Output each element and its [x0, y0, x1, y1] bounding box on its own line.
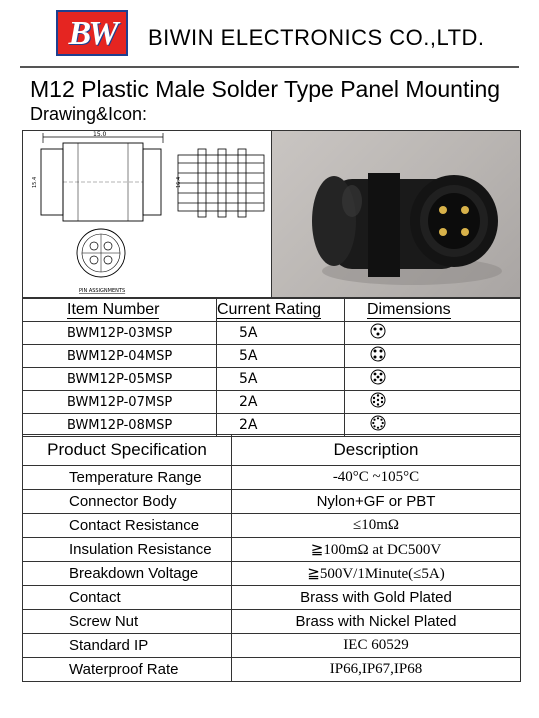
col-description: Description	[232, 435, 521, 466]
spec-desc: Brass with Gold Plated	[232, 586, 521, 610]
table-row	[23, 466, 521, 490]
item-number: BWM12P-08MSP	[23, 414, 217, 437]
table-row	[23, 391, 521, 414]
pin-layout-icon	[369, 391, 387, 409]
spec-desc: Brass with Nickel Plated	[232, 610, 521, 634]
technical-drawing	[23, 131, 272, 297]
table-row	[23, 562, 521, 586]
spec-name: Insulation Resistance	[23, 538, 232, 562]
pin-assignments-caption: PIN ASSIGNMENTS	[79, 288, 126, 294]
pin-layout-icon	[369, 345, 387, 363]
col-dimensions: Dimensions	[345, 299, 521, 322]
company-logo	[56, 10, 128, 56]
item-number: BWM12P-04MSP	[23, 345, 217, 368]
pin-icon-4	[345, 345, 521, 368]
section-subtitle: Drawing&Icon:	[30, 104, 148, 124]
current-rating: 2A	[217, 391, 345, 414]
current-rating: 5A	[217, 368, 345, 391]
col-product-spec: Product Specification	[23, 435, 232, 466]
table-row	[23, 322, 521, 345]
dim-height-left-label: 15.4	[32, 176, 38, 188]
table-row	[23, 345, 521, 368]
logo-text: BW	[68, 15, 116, 52]
table-row	[23, 514, 521, 538]
spec-desc: IP66,IP67,IP68	[232, 658, 521, 682]
spec-desc: ≧500V/1Minute(≤5A)	[232, 562, 521, 586]
header-divider	[20, 66, 519, 68]
spec-name: Connector Body	[23, 490, 232, 514]
table-row	[23, 658, 521, 682]
table-row	[23, 586, 521, 610]
item-number: BWM12P-07MSP	[23, 391, 217, 414]
pin-layout-icon	[369, 322, 387, 340]
spec-desc: ≧100mΩ at DC500V	[232, 538, 521, 562]
table-row	[23, 610, 521, 634]
table-row	[23, 634, 521, 658]
current-rating: 5A	[217, 345, 345, 368]
col-item-number: Item Number	[23, 299, 217, 322]
product-photo	[272, 131, 520, 297]
spec-name: Standard IP	[23, 634, 232, 658]
current-rating: 5A	[217, 322, 345, 345]
pin-layout-icon	[369, 414, 387, 432]
spec-name: Contact	[23, 586, 232, 610]
spec-desc: Nylon+GF or PBT	[232, 490, 521, 514]
page-title: M12 Plastic Male Solder Type Panel Mounting	[30, 76, 501, 102]
col-current-rating: Current Rating	[217, 299, 345, 322]
company-name: BIWIN ELECTRONICS CO.,LTD.	[148, 25, 485, 50]
connector-photo-svg	[272, 131, 520, 297]
pin-layout-icon	[369, 368, 387, 386]
items-table-header	[23, 299, 521, 322]
spec-table-header	[23, 435, 521, 466]
current-rating: 2A	[217, 414, 345, 437]
spec-table	[22, 434, 521, 682]
pin-icon-7	[345, 391, 521, 414]
spec-desc: ≤10mΩ	[232, 514, 521, 538]
pin-icon-3	[345, 322, 521, 345]
spec-name: Breakdown Voltage	[23, 562, 232, 586]
spec-name: Screw Nut	[23, 610, 232, 634]
spec-name: Waterproof Rate	[23, 658, 232, 682]
spec-name: Contact Resistance	[23, 514, 232, 538]
drawing-svg	[23, 131, 270, 297]
table-row	[23, 538, 521, 562]
pin-icon-5	[345, 368, 521, 391]
spec-desc: -40°C ~105°C	[232, 466, 521, 490]
dim-length-label: 15.0	[93, 131, 107, 138]
drawing-and-photo	[22, 130, 521, 298]
table-row	[23, 368, 521, 391]
spec-desc: IEC 60529	[232, 634, 521, 658]
table-row	[23, 490, 521, 514]
items-table	[22, 298, 521, 437]
item-number: BWM12P-03MSP	[23, 322, 217, 345]
item-number: BWM12P-05MSP	[23, 368, 217, 391]
spec-name: Temperature Range	[23, 466, 232, 490]
dim-height-right-label: 16.4	[176, 176, 182, 188]
